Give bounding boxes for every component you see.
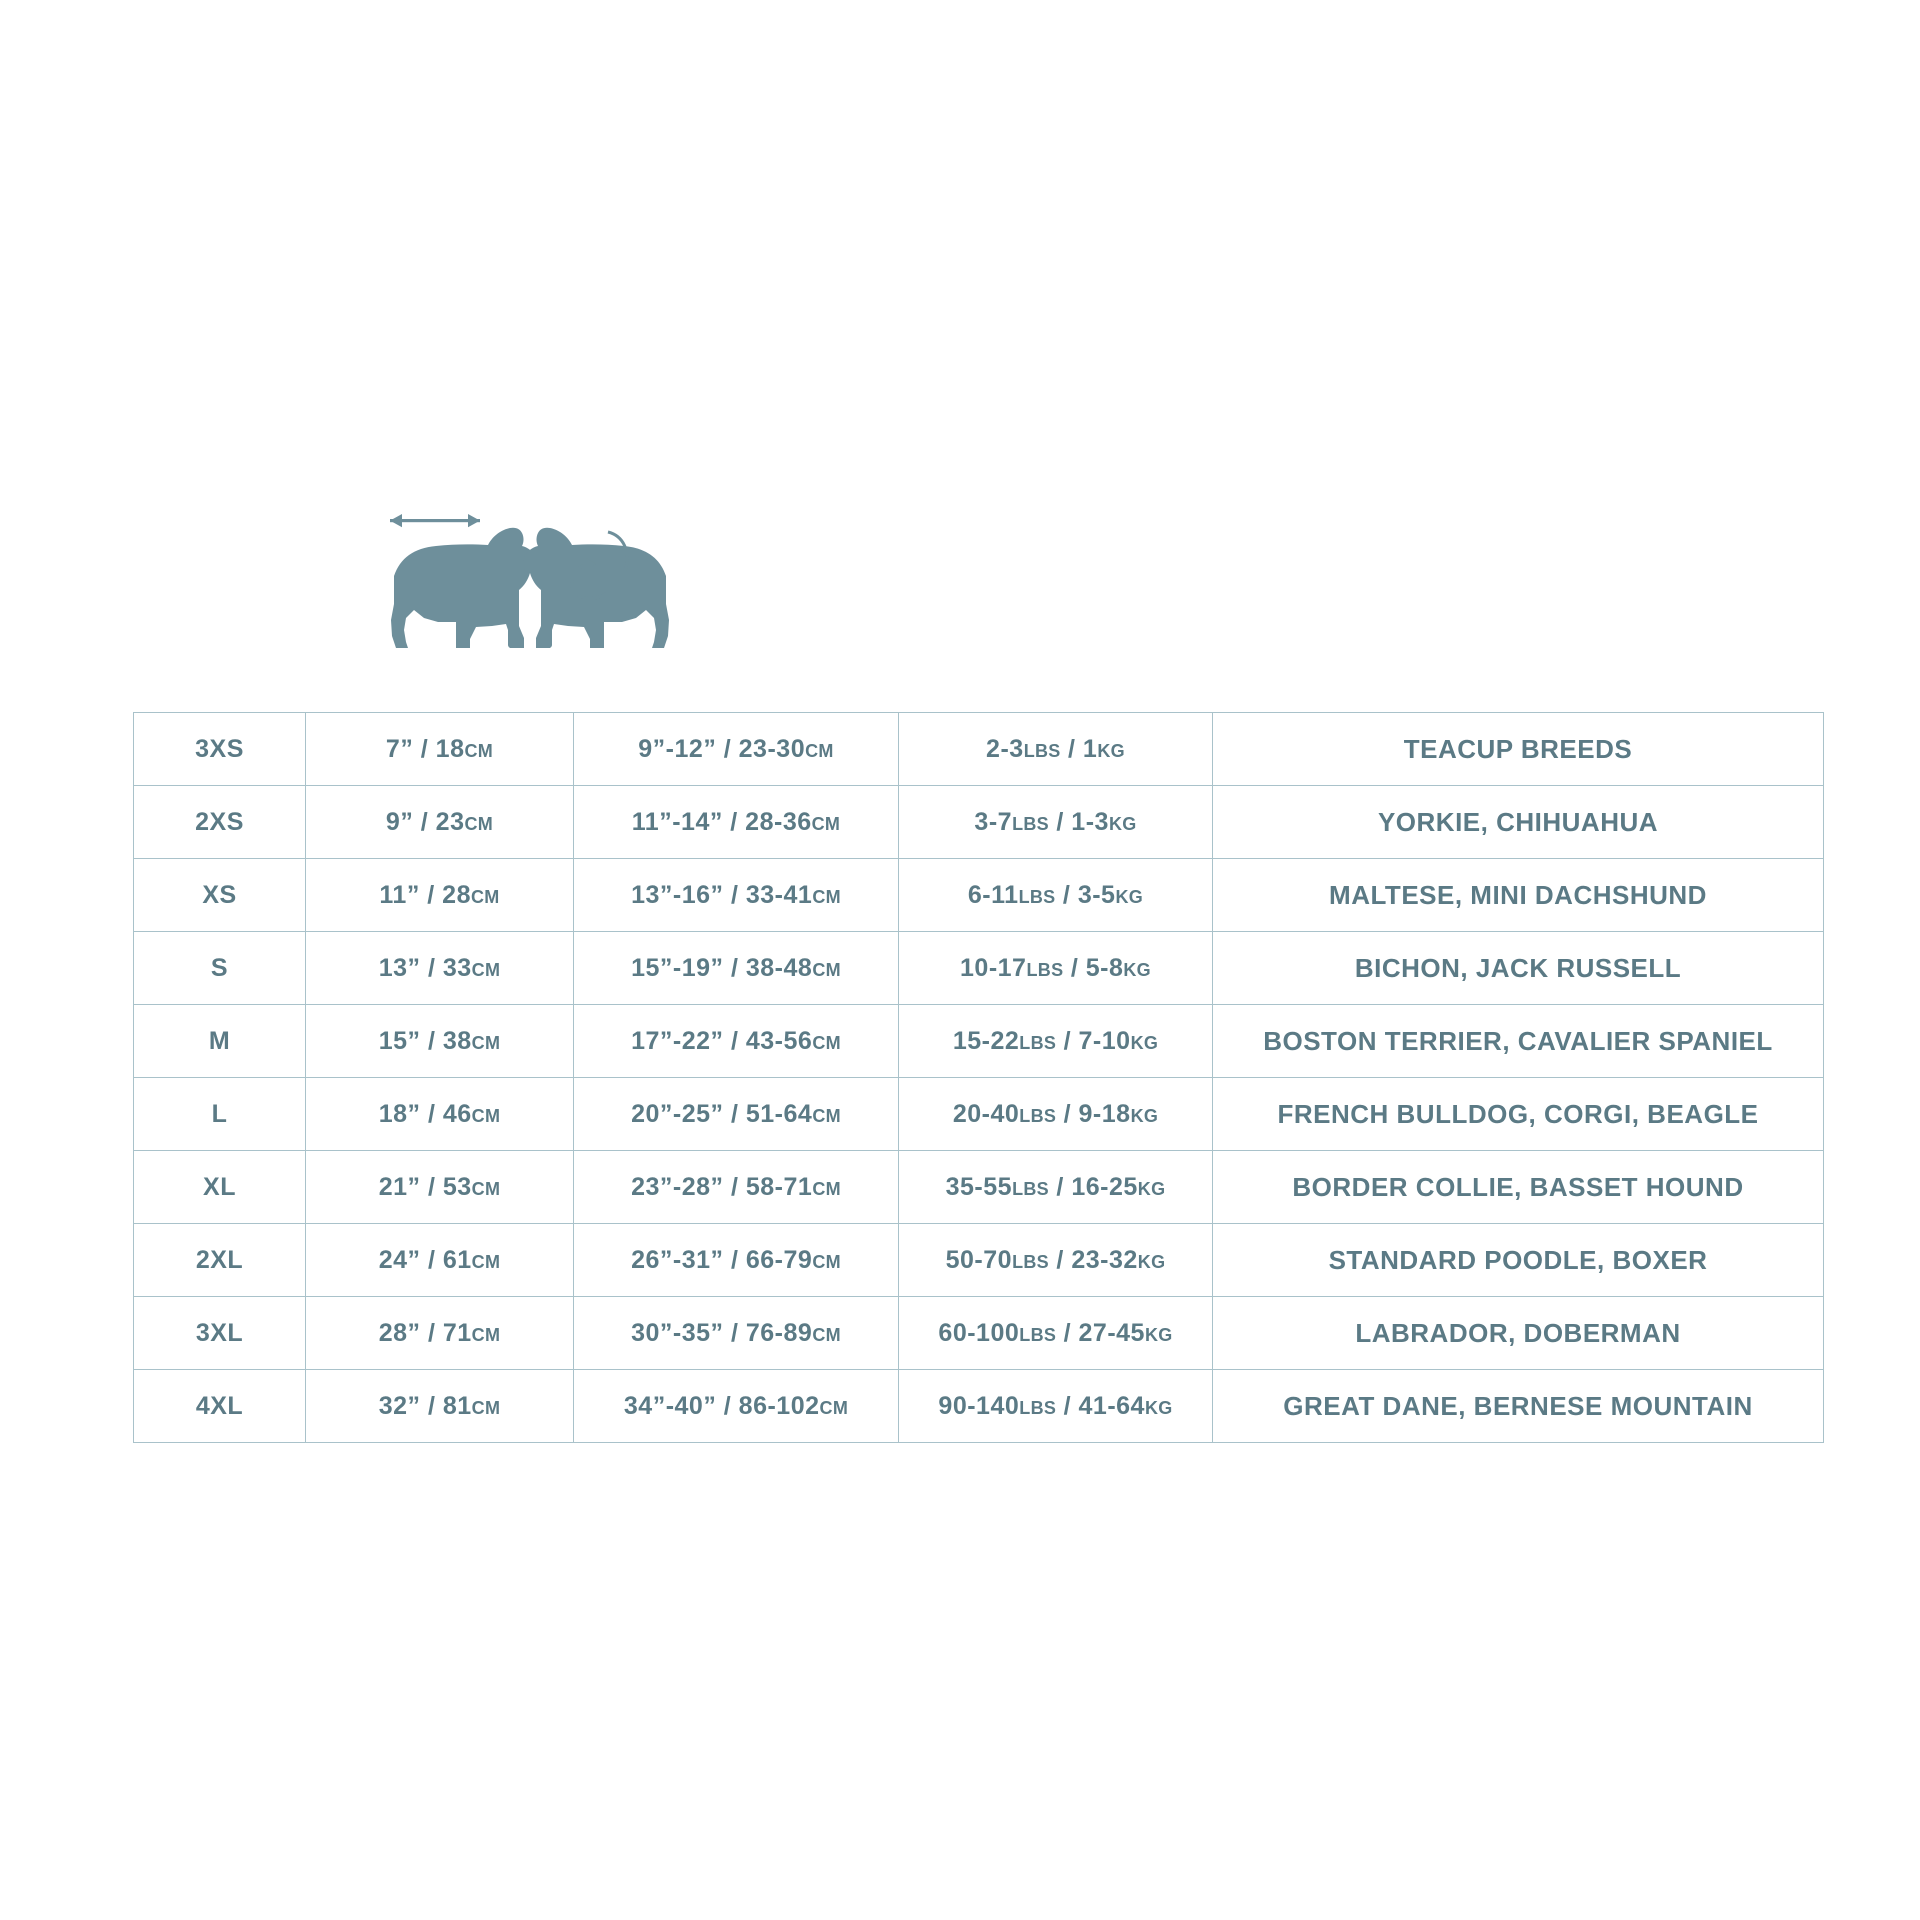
neck-unit: CM — [471, 959, 501, 980]
weight-value-lbs: 6-11 — [967, 880, 1019, 909]
neck-value: 11” / 28 — [379, 880, 471, 909]
weight-value-kg: / 1 — [1060, 734, 1098, 763]
cell-chest — [574, 713, 899, 786]
size-chart-table — [133, 712, 1824, 1443]
neck-unit: CM — [471, 1032, 501, 1053]
length-arrow-icon — [390, 514, 480, 527]
neck-unit: CM — [471, 1178, 501, 1199]
table-row — [134, 859, 1824, 932]
cell-weight — [899, 1370, 1213, 1443]
cell-neck — [306, 932, 574, 1005]
neck-value: 32” / 81 — [378, 1391, 472, 1420]
neck-value: 15” / 38 — [378, 1026, 472, 1055]
table-row — [134, 1005, 1824, 1078]
weight-unit-lbs: LBS — [1019, 1324, 1057, 1345]
right-dog-with-girth-loop — [523, 528, 669, 648]
neck-value: 21” / 53 — [378, 1172, 472, 1201]
table-row — [134, 713, 1824, 786]
weight-value-lbs: 2-3 — [986, 734, 1024, 763]
cell-weight — [899, 1078, 1213, 1151]
weight-value-lbs: 15-22 — [952, 1026, 1020, 1055]
cell-chest — [574, 932, 899, 1005]
chest-value: 30”-35” / 76-89 — [631, 1318, 813, 1347]
cell-neck — [306, 1224, 574, 1297]
cell-chest — [574, 1370, 899, 1443]
chest-unit: CM — [812, 886, 841, 907]
chest-unit: CM — [812, 1324, 841, 1345]
cell-neck — [306, 786, 574, 859]
weight-value-lbs: 10-17 — [960, 953, 1027, 982]
cell-size: S — [134, 932, 306, 1005]
weight-unit-lbs: LBS — [1019, 1032, 1057, 1053]
weight-unit-kg: KG — [1097, 740, 1125, 761]
weight-value-kg: / 1-3 — [1048, 807, 1109, 836]
weight-value-kg: / 27-45 — [1056, 1318, 1145, 1347]
chest-unit: CM — [812, 959, 841, 980]
neck-unit: CM — [471, 1324, 501, 1345]
weight-unit-kg: KG — [1130, 1032, 1159, 1053]
weight-unit-kg: KG — [1144, 1324, 1173, 1345]
cell-weight — [899, 1005, 1213, 1078]
chest-value: 20”-25” / 51-64 — [631, 1099, 813, 1128]
chest-value: 15”-19” / 38-48 — [631, 953, 813, 982]
chest-unit: CM — [805, 740, 834, 761]
cell-neck — [306, 1297, 574, 1370]
cell-breeds: BOSTON TERRIER, CAVALIER SPANIEL — [1213, 1005, 1824, 1078]
cell-breeds: BORDER COLLIE, BASSET HOUND — [1213, 1151, 1824, 1224]
neck-unit: CM — [471, 1105, 501, 1126]
weight-unit-kg: KG — [1144, 1397, 1173, 1418]
size-chart-table-wrapper — [133, 712, 1823, 1443]
weight-value-lbs: 20-40 — [952, 1099, 1020, 1128]
weight-value-kg: / 7-10 — [1056, 1026, 1131, 1055]
weight-unit-kg: KG — [1137, 1251, 1166, 1272]
table-row — [134, 932, 1824, 1005]
cell-neck — [306, 1370, 574, 1443]
cell-breeds: LABRADOR, DOBERMAN — [1213, 1297, 1824, 1370]
weight-value-kg: / 3-5 — [1055, 880, 1116, 909]
size-chart-body — [134, 713, 1824, 1443]
chest-unit: CM — [812, 1105, 841, 1126]
cell-chest — [574, 1297, 899, 1370]
chest-unit: CM — [811, 813, 841, 834]
cell-weight — [899, 786, 1213, 859]
weight-unit-lbs: LBS — [1012, 1251, 1049, 1272]
cell-size: 3XL — [134, 1297, 306, 1370]
weight-value-kg: / 5-8 — [1063, 953, 1124, 982]
weight-unit-kg: KG — [1115, 886, 1144, 907]
weight-unit-lbs: LBS — [1019, 1105, 1057, 1126]
weight-value-kg: / 9-18 — [1056, 1099, 1131, 1128]
weight-value-kg: / 23-32 — [1048, 1245, 1138, 1274]
cell-breeds: STANDARD POODLE, BOXER — [1213, 1224, 1824, 1297]
weight-unit-kg: KG — [1108, 813, 1137, 834]
cell-size: L — [134, 1078, 306, 1151]
cell-neck — [306, 713, 574, 786]
neck-value: 7” / 18 — [385, 734, 465, 763]
chest-value: 23”-28” / 58-71 — [631, 1172, 813, 1201]
weight-unit-lbs: LBS — [1019, 1397, 1057, 1418]
cell-size: 4XL — [134, 1370, 306, 1443]
table-row — [134, 1224, 1824, 1297]
cell-weight — [899, 713, 1213, 786]
neck-unit: CM — [471, 1397, 501, 1418]
neck-value: 24” / 61 — [378, 1245, 472, 1274]
table-row — [134, 1151, 1824, 1224]
neck-unit: CM — [470, 886, 500, 907]
cell-breeds: FRENCH BULLDOG, CORGI, BEAGLE — [1213, 1078, 1824, 1151]
cell-breeds: BICHON, JACK RUSSELL — [1213, 932, 1824, 1005]
cell-chest — [574, 1151, 899, 1224]
table-row — [134, 786, 1824, 859]
cell-size: 2XL — [134, 1224, 306, 1297]
chest-value: 34”-40” / 86-102 — [623, 1391, 820, 1420]
cell-chest — [574, 859, 899, 932]
chest-unit: CM — [819, 1397, 849, 1418]
table-row — [134, 1370, 1824, 1443]
weight-value-lbs: 90-140 — [938, 1391, 1020, 1420]
cell-weight — [899, 1151, 1213, 1224]
cell-size: 3XS — [134, 713, 306, 786]
weight-unit-lbs: LBS — [1012, 1178, 1049, 1199]
cell-chest — [574, 1078, 899, 1151]
chest-unit: CM — [812, 1178, 841, 1199]
table-row — [134, 1297, 1824, 1370]
neck-unit: CM — [464, 740, 494, 761]
neck-value: 28” / 71 — [378, 1318, 472, 1347]
chest-value: 13”-16” / 33-41 — [631, 880, 813, 909]
cell-weight — [899, 1224, 1213, 1297]
cell-neck — [306, 1151, 574, 1224]
table-row — [134, 1078, 1824, 1151]
weight-unit-lbs: LBS — [1023, 740, 1061, 761]
cell-breeds: TEACUP BREEDS — [1213, 713, 1824, 786]
neck-unit: CM — [471, 1251, 501, 1272]
cell-chest — [574, 786, 899, 859]
cell-size: 2XS — [134, 786, 306, 859]
weight-unit-kg: KG — [1130, 1105, 1159, 1126]
dog-measurement-illustration — [380, 510, 800, 680]
weight-unit-lbs: LBS — [1026, 959, 1064, 980]
weight-value-kg: / 16-25 — [1048, 1172, 1138, 1201]
neck-value: 9” / 23 — [385, 807, 465, 836]
cell-breeds: GREAT DANE, BERNESE MOUNTAIN — [1213, 1370, 1824, 1443]
chest-unit: CM — [812, 1032, 841, 1053]
chest-value: 9”-12” / 23-30 — [638, 734, 806, 763]
cell-chest — [574, 1224, 899, 1297]
cell-neck — [306, 1078, 574, 1151]
weight-value-lbs: 3-7 — [974, 807, 1013, 836]
cell-breeds: YORKIE, CHIHUAHUA — [1213, 786, 1824, 859]
weight-unit-lbs: LBS — [1012, 813, 1049, 834]
weight-unit-lbs: LBS — [1018, 886, 1056, 907]
neck-unit: CM — [464, 813, 494, 834]
cell-chest — [574, 1005, 899, 1078]
cell-weight — [899, 1297, 1213, 1370]
neck-value: 13” / 33 — [378, 953, 472, 982]
chest-value: 11”-14” / 28-36 — [631, 807, 812, 836]
cell-neck — [306, 859, 574, 932]
weight-value-kg: / 41-64 — [1056, 1391, 1145, 1420]
cell-neck — [306, 1005, 574, 1078]
left-dog-with-length-arrow — [390, 514, 537, 648]
cell-size: XS — [134, 859, 306, 932]
chest-unit: CM — [812, 1251, 841, 1272]
chest-value: 17”-22” / 43-56 — [631, 1026, 813, 1055]
cell-weight — [899, 859, 1213, 932]
weight-value-lbs: 50-70 — [945, 1245, 1013, 1274]
neck-value: 18” / 46 — [378, 1099, 472, 1128]
weight-unit-kg: KG — [1123, 959, 1151, 980]
cell-breeds: MALTESE, MINI DACHSHUND — [1213, 859, 1824, 932]
weight-unit-kg: KG — [1137, 1178, 1166, 1199]
cell-weight — [899, 932, 1213, 1005]
cell-size: XL — [134, 1151, 306, 1224]
chest-value: 26”-31” / 66-79 — [631, 1245, 813, 1274]
weight-value-lbs: 35-55 — [945, 1172, 1013, 1201]
weight-value-lbs: 60-100 — [938, 1318, 1020, 1347]
cell-size: M — [134, 1005, 306, 1078]
